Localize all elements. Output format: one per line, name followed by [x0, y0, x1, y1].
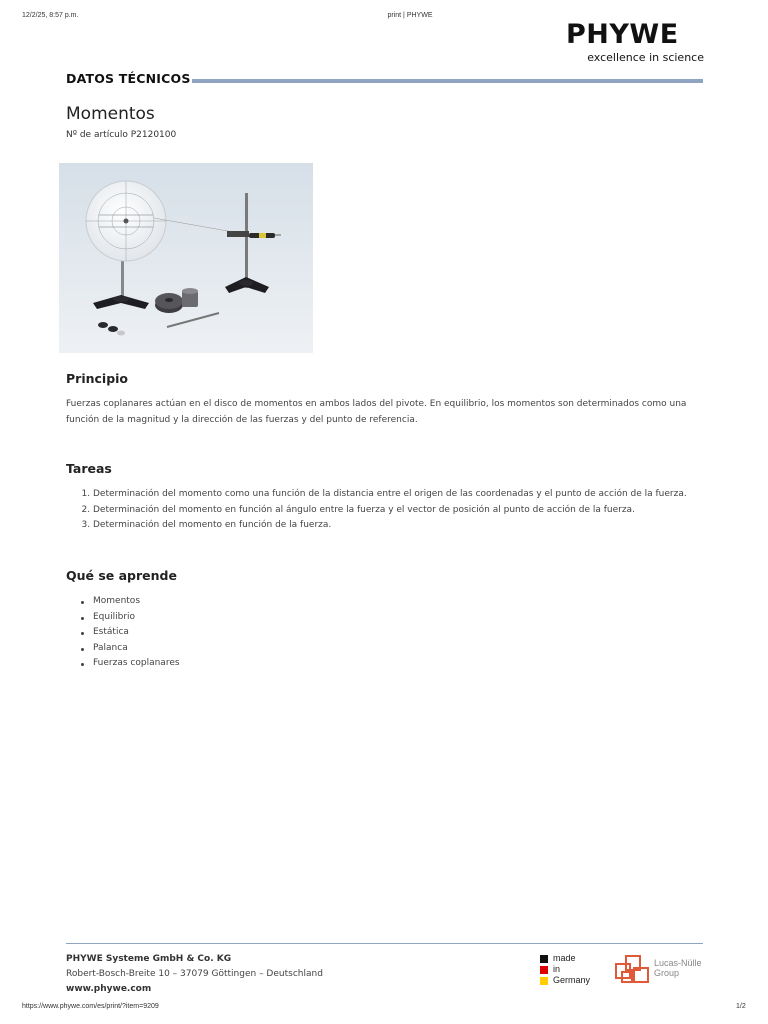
logo-tagline: excellence in science — [587, 51, 704, 64]
lucas-nulle-mark-icon — [614, 952, 652, 988]
flag-gold-square — [540, 977, 548, 985]
list-item: Estática — [93, 625, 180, 641]
made-in-line: in — [553, 964, 561, 974]
tasks-list — [66, 487, 706, 534]
footer-company: PHYWE Systeme GmbH & Co. KG — [66, 954, 232, 964]
section-rule — [192, 79, 703, 83]
footer-address: Robert-Bosch-Breite 10 – 37079 Göttingen – Deutschland — [66, 969, 323, 979]
principle-heading: Principio — [66, 371, 129, 386]
phywe-logo — [566, 20, 706, 64]
footer-website[interactable]: www.phywe.com — [66, 984, 152, 994]
logo-wordmark: PHYWE — [566, 19, 679, 50]
lucas-nulle-logo — [614, 952, 706, 988]
article-number: Nº de artículo P2120100 — [66, 130, 177, 140]
list-item: 3. Determinación del momento en función de la fuerza. — [93, 518, 706, 534]
print-datetime: 12/2/25, 8:57 p.m. — [22, 12, 79, 19]
list-item: Palanca — [93, 641, 180, 657]
footer-rule — [66, 943, 703, 944]
product-title: Momentos — [66, 104, 155, 124]
made-in-line: Germany — [553, 975, 591, 985]
principle-text: Fuerzas coplanares actúan en el disco de momentos en ambos lados del pivote. En equilibrio, los momentos son determinados como una función de la magnitud y la dirección de las fuerzas y del punto de referencia. — [66, 399, 687, 425]
partner-group: Group — [654, 968, 680, 978]
print-page-title: print | PHYWE — [387, 12, 433, 19]
flag-red-square — [540, 966, 548, 974]
list-item: Momentos — [93, 594, 180, 610]
made-in-line: made — [553, 953, 576, 963]
list-item: 1. Determinación del momento como una función de la distancia entre el origen de las coordenadas y el punto de acción de la fuerza. — [93, 487, 706, 503]
tasks-heading: Tareas — [66, 461, 112, 476]
made-in-germany-badge — [540, 953, 610, 986]
product-photo — [59, 163, 313, 353]
print-page-number: 1/2 — [736, 1003, 746, 1010]
list-item: Fuerzas coplanares — [93, 656, 180, 672]
flag-black-square — [540, 955, 548, 963]
list-item: Equilibrio — [93, 610, 180, 626]
section-title: DATOS TÉCNICOS — [66, 71, 191, 86]
learn-heading: Qué se aprende — [66, 568, 177, 583]
list-item: 2. Determinación del momento en función al ángulo entre la fuerza y el vector de posición al punto de acción de la fuerza. — [93, 503, 706, 519]
learn-list — [66, 594, 180, 672]
print-url: https://www.phywe.com/es/print/?item=9209 — [22, 1003, 159, 1010]
partner-name: Lucas-Nülle — [654, 958, 702, 968]
